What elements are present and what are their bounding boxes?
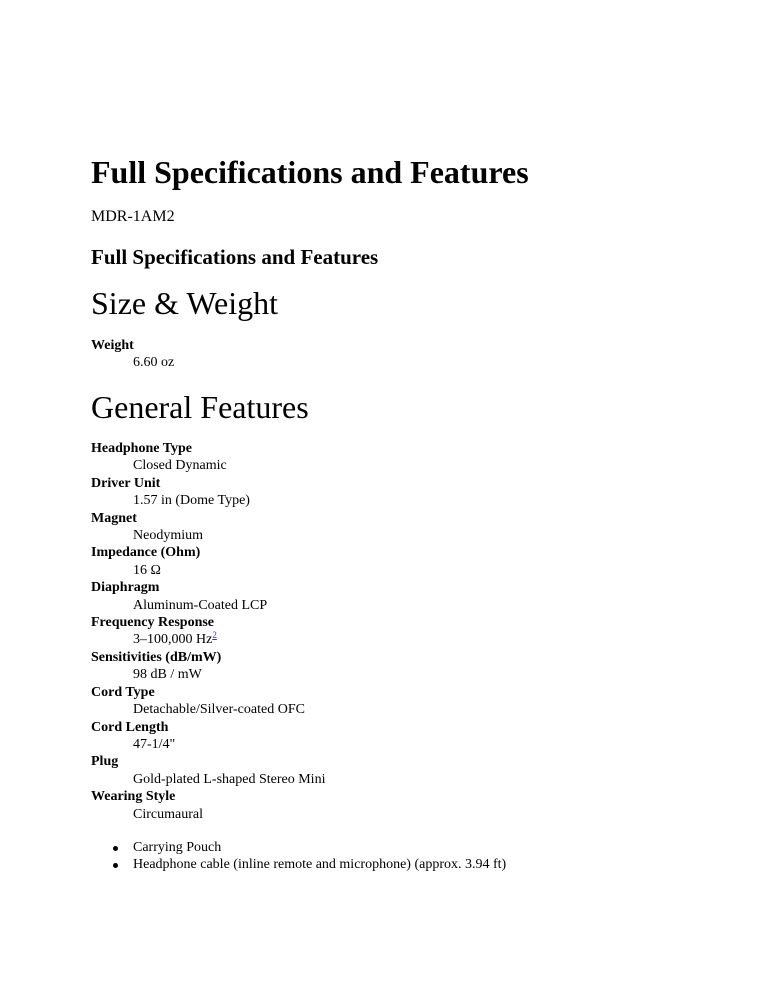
- spec-value: Neodymium: [133, 528, 203, 544]
- footnote-link[interactable]: 2: [212, 629, 217, 640]
- spec-label: Weight: [91, 338, 134, 353]
- spec-value: 6.60 oz: [133, 355, 175, 371]
- list-item-text: Carrying Pouch: [133, 840, 222, 855]
- spec-value: Detachable/Silver-coated OFC: [133, 702, 305, 718]
- spec-value: Gold-plated L-shaped Stereo Mini: [133, 771, 326, 787]
- spec-list-general-features: [91, 440, 691, 823]
- spec-value: Closed Dynamic: [133, 458, 227, 474]
- spec-label: Cord Length: [91, 719, 169, 735]
- page-subtitle: Full Specifications and Features: [91, 245, 379, 269]
- spec-value: 3–100,000 Hz: [133, 632, 213, 648]
- spec-label: Wearing Style: [91, 789, 176, 805]
- spec-label: Impedance (Ohm): [91, 545, 201, 561]
- spec-label: Sensitivities (dB/mW): [91, 649, 222, 665]
- list-item: [133, 856, 506, 873]
- bullet-icon: [113, 863, 118, 868]
- spec-value-with-footnote: [133, 631, 691, 648]
- spec-list-size-weight: [91, 337, 691, 372]
- list-item: [133, 839, 506, 856]
- spec-label: Plug: [91, 754, 119, 770]
- model-number: MDR-1AM2: [91, 208, 175, 225]
- spec-label: Cord Type: [91, 684, 155, 700]
- spec-value: Aluminum-Coated LCP: [133, 597, 268, 613]
- spec-label: Driver Unit: [91, 475, 161, 491]
- spec-value: 98 dB / mW: [133, 667, 202, 683]
- section-title-size-weight: Size & Weight: [91, 285, 279, 321]
- section-title-general-features: General Features: [91, 389, 309, 425]
- spec-label: Frequency Response: [91, 615, 215, 631]
- bullet-icon: [113, 846, 118, 851]
- spec-value: 1.57 in (Dome Type): [133, 493, 250, 509]
- footnote-ref: [212, 628, 217, 641]
- spec-value: Circumaural: [133, 806, 203, 822]
- spec-label: Headphone Type: [91, 441, 193, 456]
- list-item-text: Headphone cable (inline remote and microphone) (approx. 3.94 ft): [133, 857, 507, 873]
- spec-value: 16 Ω: [133, 562, 161, 578]
- accessories-list: [91, 839, 506, 874]
- spec-label: Magnet: [91, 510, 137, 526]
- spec-value: 47-1/4": [133, 736, 176, 752]
- spec-label: Diaphragm: [91, 580, 160, 596]
- page-title: Full Specifications and Features: [91, 154, 529, 190]
